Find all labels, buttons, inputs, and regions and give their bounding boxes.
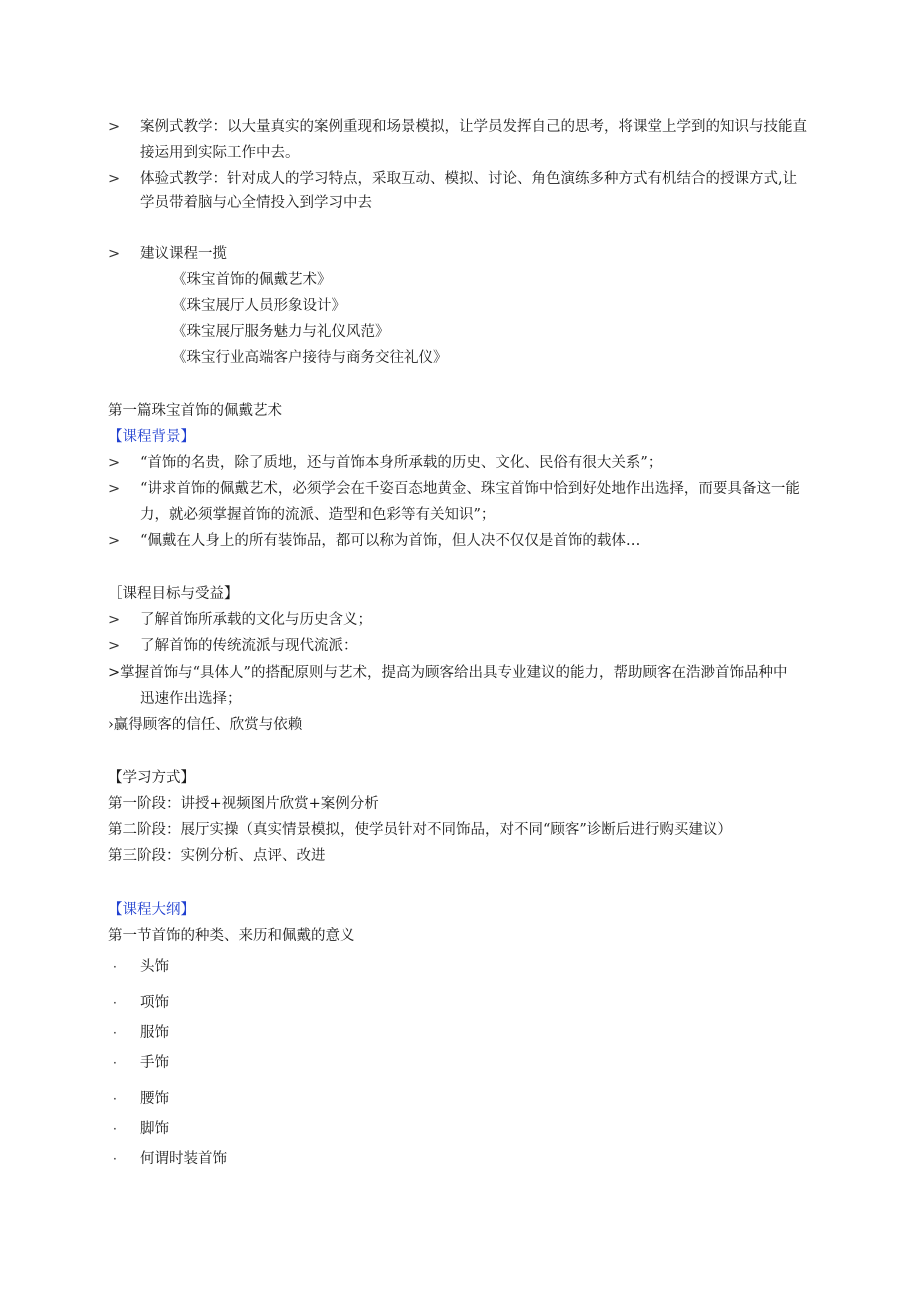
method-stage: 第一阶段：讲授+视频图片欣赏+案例分析 — [108, 796, 379, 812]
outline-item: 头饰 — [140, 959, 169, 975]
arrow-bullet-icon: > — [108, 246, 121, 262]
goal-item: >掌握首饰与“具体人”的搭配原则与艺术，提高为顾客给出具专业建议的能力，帮助顾客在浩渺首饰品种中 — [108, 665, 788, 681]
intro-item-line: 体验式教学：针对成人的学习特点，采取互动、模拟、讨论、角色演练多种方式有机结合的授课方式,让 — [140, 171, 798, 187]
course-title: 《珠宝行业高端客户接待与商务交往礼仪》 — [172, 350, 448, 366]
arrow-bullet-icon: > — [108, 612, 121, 628]
course-title: 《珠宝展厅服务魅力与礼仪风范》 — [172, 324, 390, 340]
dot-bullet-icon: · — [113, 960, 117, 974]
document-page: > 案例式教学：以大量真实的案例重现和场景模拟，让学员发挥自己的思考，将课堂上学到的知识与技能直 接运用到实际工作中去。 > 体验式教学：针对成人的学习特点，采取互动、模拟、讨论、角色演练多种方式有机结合的授课方式,让 学员带着脑与心全情投入到学习中去 > 建议课程一揽 《珠宝首饰的佩戴艺术》 《珠宝展厅人员形象设计》 《珠宝展厅服务魅力与礼仪风范》 《珠宝行业高端客户接待与商务交往礼仪》 第一篇珠宝首饰的佩戴艺术 【课程背景】 > “首饰的名贵，除了质地，还与首饰本身所承载的历史、文化、民俗有很大关系”； > “讲求首饰的佩戴艺术，必须学会在千姿百态地黄金、珠宝首饰中恰到好处地作出选择，而要具备这一能 力，就必须掌握首饰的流派、造型和色彩等有关知识”； > “佩戴在人身上的所有装饰品，都可以称为首饰，但人决不仅仅是首饰的载体… ［课程目标与受益】 > 了解首饰所承载的文化与历史含义； > 了解首饰的传统流派与现代流派： >掌握首饰与“具体人”的搭配原则与艺术，提高为顾客给出具专业建议的能力，帮助顾客在浩渺首饰品种中 迅速作出选择； ›赢得顾客的信任、欣赏与依赖 【学习方式】 第一阶段：讲授+视频图片欣赏+案例分析 第二阶段：展厅实操（真实情景模拟，使学员针对不同饰品，对不同“顾客”诊断后进行购买建议） 第三阶段：实例分析、点评、改进 【课程大纲】 第一节首饰的种类、来历和佩戴的意义 · 头饰 · 项饰 · 服饰 · 手饰 · 腰饰 · 脚饰 · 何谓时装首饰 — [0, 0, 920, 1301]
course-title: 《珠宝首饰的佩戴艺术》 — [172, 272, 332, 288]
dot-bullet-icon: · — [113, 1026, 117, 1040]
section-heading-goals: ［课程目标与受益】 — [108, 586, 239, 602]
dot-bullet-icon: · — [113, 1056, 117, 1070]
arrow-bullet-icon: > — [108, 481, 121, 497]
outline-item: 腰饰 — [140, 1091, 169, 1107]
dot-bullet-icon: · — [113, 1092, 117, 1106]
arrow-bullet-icon: > — [108, 455, 121, 471]
outline-item: 项饰 — [140, 995, 169, 1011]
goal-item-line: 迅速作出选择； — [140, 691, 242, 707]
arrow-bullet-icon: > — [108, 638, 121, 654]
arrow-bullet-icon: > — [108, 533, 121, 549]
outline-item: 何谓时装首饰 — [140, 1151, 227, 1167]
dot-bullet-icon: · — [113, 996, 117, 1010]
intro-item-line: 案例式教学：以大量真实的案例重现和场景模拟，让学员发挥自己的思考，将课堂上学到的知识与技能直 — [140, 119, 807, 135]
outline-item: 手饰 — [140, 1055, 169, 1071]
intro-item-line: 学员带着脑与心全情投入到学习中去 — [140, 195, 372, 211]
arrow-bullet-icon: > — [108, 119, 121, 135]
course-title: 《珠宝展厅人员形象设计》 — [172, 298, 346, 314]
section-heading-outline: 【课程大纲】 — [108, 902, 195, 918]
method-stage: 第二阶段：展厅实操（真实情景模拟，使学员针对不同饰品，对不同“顾客”诊断后进行购买建议） — [108, 822, 732, 838]
dot-bullet-icon: · — [113, 1152, 117, 1166]
section-heading-method: 【学习方式】 — [108, 770, 195, 786]
dot-bullet-icon: · — [113, 1122, 117, 1136]
arrow-bullet-icon: > — [108, 171, 121, 187]
section-heading-background: 【课程背景】 — [108, 429, 195, 445]
outline-item: 脚饰 — [140, 1121, 169, 1137]
outline-item: 服饰 — [140, 1025, 169, 1041]
outline-section-title: 第一节首饰的种类、来历和佩戴的意义 — [108, 928, 355, 944]
background-item-line: 力，就必须掌握首饰的流派、造型和色彩等有关知识”； — [140, 507, 496, 523]
method-stage: 第三阶段：实例分析、点评、改进 — [108, 848, 326, 864]
goal-item: ›赢得顾客的信任、欣赏与依赖 — [108, 717, 303, 733]
part-title: 第一篇珠宝首饰的佩戴艺术 — [108, 403, 282, 419]
intro-item-line: 接运用到实际工作中去。 — [140, 145, 300, 161]
